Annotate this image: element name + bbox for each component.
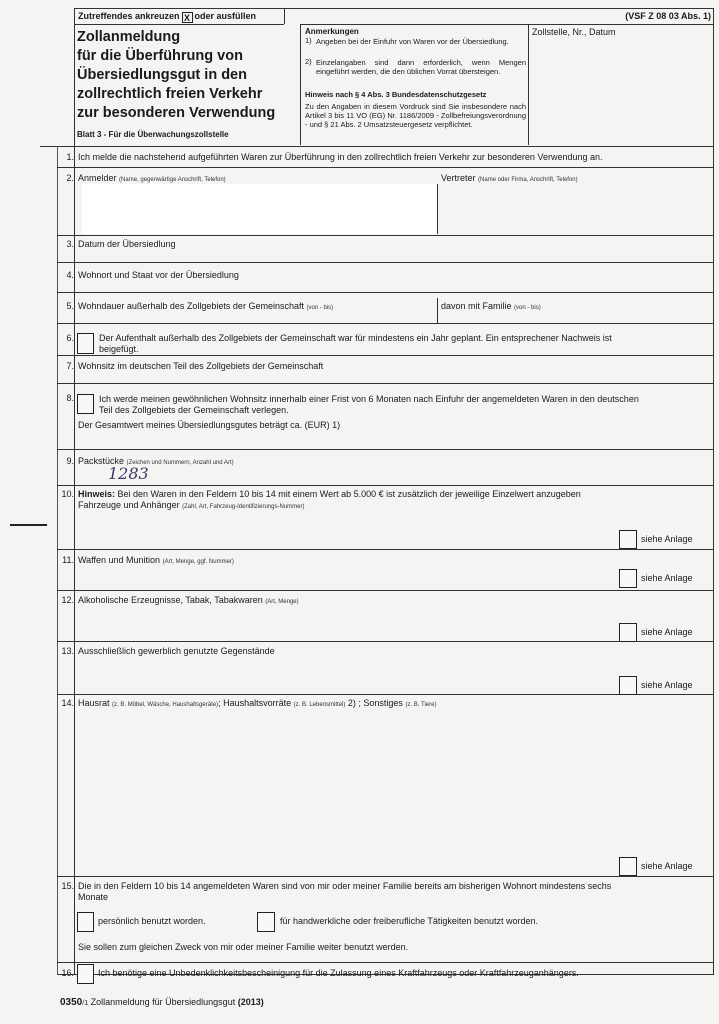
form-footer: 0350/1 Zollanmeldung für Übersiedlungsgut (2013) [60, 997, 264, 1008]
privacy-heading: Hinweis nach § 4 Abs. 3 Bundesdatenschutzgesetz [305, 90, 487, 99]
field-13-number: 13. [61, 646, 74, 656]
field-12-number: 12. [61, 595, 74, 605]
field-15-text-2: Monate [78, 892, 109, 902]
weapons-attachment-label: siehe Anlage [641, 573, 693, 583]
residence-duration-input[interactable] [78, 312, 436, 322]
field-9-number: 9. [66, 456, 74, 466]
commercial-attachment-label: siehe Anlage [641, 680, 693, 690]
previous-residence-input[interactable] [78, 281, 712, 291]
commercial-attachment-checkbox[interactable] [619, 676, 637, 695]
household-attachment-label: siehe Anlage [641, 861, 693, 871]
note2-number: 2) [305, 57, 312, 66]
field-8-number: 8. [66, 393, 74, 403]
previous-residence-label: Wohnort und Staat vor der Übersiedlung [78, 270, 239, 280]
field-8-text-2: Teil des Zollgebiets der Gemeinschaft verlegen. [99, 405, 289, 415]
field-1-declaration: Ich melde die nachstehend aufgeführten Waren zur Überführung in den zollrechtlich freien Verkehr zur besonderen Verwendung an. [78, 152, 603, 162]
packages-value[interactable]: 1283 [108, 464, 149, 483]
vehicles-label: Fahrzeuge und Anhänger (Zahl, Art, Fahrzeug-Identifizierungs-Nummer) [78, 500, 305, 510]
total-value-input[interactable] [78, 431, 712, 448]
tick-example-box: X [182, 12, 193, 23]
weapons-label: Waffen und Munition (Art, Menge, ggf. Nummer) [78, 555, 234, 565]
field-8-text-1: Ich werde meinen gewöhnlichen Wohnsitz innerhalb einer Frist von 6 Monaten nach Einfuhr der angemeldeten Waren in den deutschen [99, 394, 639, 404]
family-duration-label: davon mit Familie (von - bis) [441, 301, 541, 311]
field-15-continued-use: Sie sollen zum gleichen Zweck von mir oder meiner Familie weiter benutzt werden. [78, 942, 409, 952]
representative-input[interactable] [442, 184, 712, 234]
form-title-1: Zollanmeldung [77, 29, 181, 45]
note1-text: Angeben bei der Einfuhr von Waren vor der Übersiedlung. [316, 37, 509, 46]
field-6-number: 6. [66, 333, 74, 343]
family-duration-input[interactable] [442, 312, 712, 322]
representative-label: Vertreter (Name oder Firma, Anschrift, Telefon) [441, 173, 578, 183]
form-title-3: Übersiedlungsgut in den [77, 67, 247, 83]
tick-instruction: Zutreffendes ankreuzen X oder ausfüllen [78, 11, 257, 23]
relocation-date-label: Datum der Übersiedlung [78, 239, 176, 249]
field-8-checkbox[interactable] [77, 394, 94, 414]
field-16-text: Ich benötige eine Unbedenklichkeitsbescheinigung für die Zulassung eines Kraftfahrzeugs oder Kraftfahrzeuganhängers. [98, 968, 579, 978]
field-1-number: 1. [66, 152, 74, 162]
alcohol-attachment-label: siehe Anlage [641, 627, 693, 637]
field-16-number: 16. [61, 968, 74, 978]
personal-use-label: persönlich benutzt worden. [98, 916, 206, 926]
total-value-label: Der Gesamtwert meines Übersiedlungsgutes beträgt ca. (EUR) 1) [78, 420, 341, 430]
vehicles-attachment-label: siehe Anlage [641, 534, 693, 544]
form-title-5: zur besonderen Verwendung [77, 105, 276, 121]
weapons-attachment-checkbox[interactable] [619, 569, 637, 588]
declarant-label: Anmelder (Name, gegenwärtige Anschrift, Telefon) [78, 173, 226, 183]
field-6-checkbox[interactable] [77, 333, 94, 354]
field-15-text-1: Die in den Feldern 10 bis 14 angemeldeten Waren sind von mir oder meiner Familie bereits am bisherigen Wohnort mindestens sechs [78, 881, 612, 891]
household-input[interactable] [78, 712, 608, 872]
field-5-number: 5. [66, 301, 74, 311]
value-notice: Hinweis: Bei den Waren in den Feldern 10 bis 14 mit einem Wert ab 5.000 € ist zusätzlich der jeweilige Einzelwert anzugeben [78, 489, 581, 499]
field-4-number: 4. [66, 270, 74, 280]
note1-number: 1) [305, 36, 312, 45]
packages-label: Packstücke (Zeichen und Nummern, Anzahl und Art) [78, 456, 234, 466]
relocation-date-input[interactable] [78, 250, 712, 261]
remarks-heading: Anmerkungen [305, 27, 359, 36]
sheet-label: Blatt 3 - Für die Überwachungszollstelle [77, 130, 229, 139]
field-10-number: 10. [61, 489, 74, 499]
german-residence-label: Wohnsitz im deutschen Teil des Zollgebiets der Gemeinschaft [78, 361, 324, 371]
alcohol-attachment-checkbox[interactable] [619, 623, 637, 642]
field-3-number: 3. [66, 239, 74, 249]
declarant-input[interactable] [82, 184, 438, 234]
vehicles-attachment-checkbox[interactable] [619, 530, 637, 549]
form-title-4: zollrechtlich freien Verkehr [77, 86, 263, 102]
business-use-label: für handwerkliche oder freiberufliche Tätigkeiten benutzt worden. [280, 916, 538, 926]
alcohol-tobacco-label: Alkoholische Erzeugnisse, Tabak, Tabakwaren (Art, Menge) [78, 595, 299, 605]
field-14-number: 14. [61, 698, 74, 708]
form-code: (VSF Z 08 03 Abs. 1) [625, 11, 711, 21]
form-title-2: für die Überführung von [77, 48, 243, 64]
business-use-checkbox[interactable] [257, 912, 275, 932]
field-16-checkbox[interactable] [77, 964, 94, 984]
note2-text: Einzelangaben sind dann erforderlich, wenn Mengen eingeführt werden, die den üblichen Vorrat übersteigen. [316, 58, 526, 76]
commercial-goods-label: Ausschließlich gewerblich genutzte Gegenstände [78, 646, 275, 656]
residence-duration-label: Wohndauer außerhalb des Zollgebiets der Gemeinschaft (von - bis) [78, 301, 334, 311]
personal-use-checkbox[interactable] [77, 912, 94, 932]
field-6-text-2: beigefügt. [99, 344, 139, 354]
field-11-number: 11. [62, 555, 74, 565]
field-6-text-1: Der Aufenthalt außerhalb des Zollgebiets der Gemeinschaft war für mindestens ein Jahr geplant. Ein entsprechener Nachweis ist [99, 333, 612, 343]
field-2-number: 2. [66, 173, 74, 183]
privacy-text: Zu den Angaben in diesem Vordruck sind Sie insbesondere nach Artikel 3 bis 11 VO (EG) Nr. 1186/2009 - Zollbefreiungsverordnung - und § 21 Abs. 2 Umsatzsteuergesetz verpflichtet. [305, 102, 526, 129]
german-residence-input[interactable] [78, 372, 712, 382]
household-label: Hausrat (z. B. Möbel, Wäsche, Haushaltsgeräte); Haushaltsvorräte (z. B. Lebensmittel) 2) ; Sonstiges (z. B. Tiere) [78, 698, 437, 708]
field-7-number: 7. [66, 361, 74, 371]
household-attachment-checkbox[interactable] [619, 857, 637, 876]
customs-office-label: Zollstelle, Nr., Datum [532, 27, 616, 37]
field-15-number: 15. [61, 881, 74, 891]
